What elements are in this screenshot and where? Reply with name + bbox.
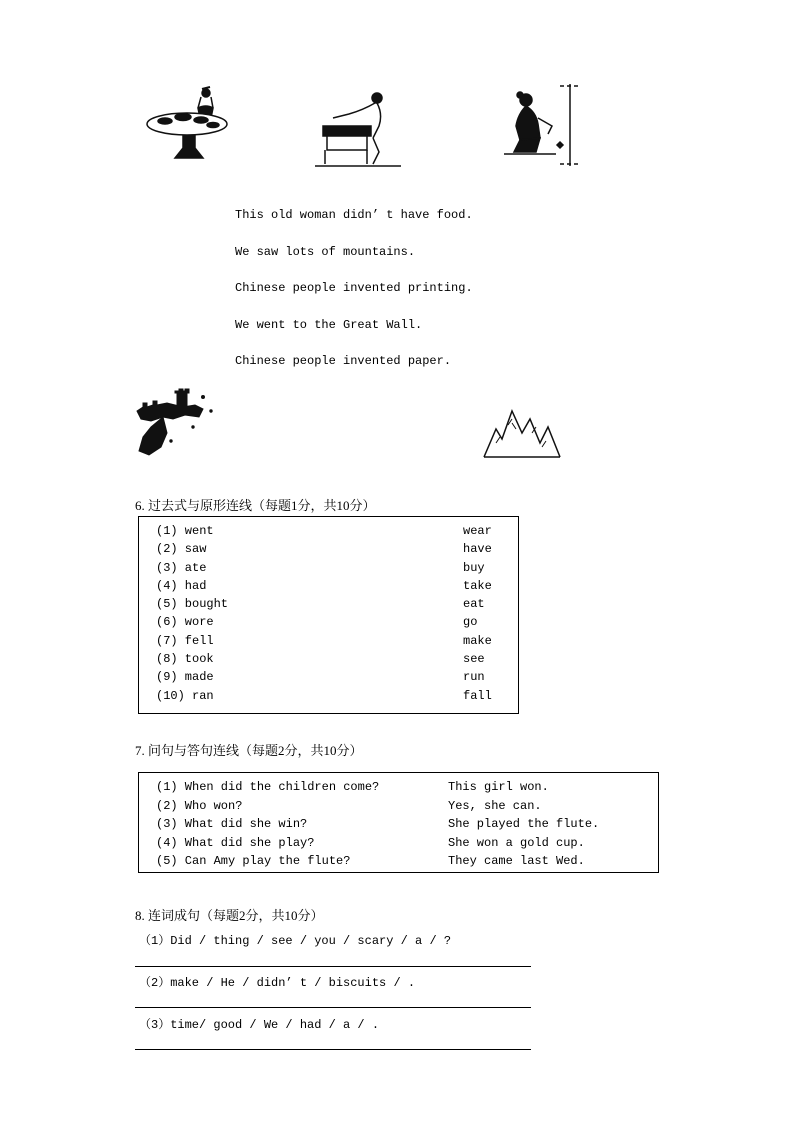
match-left-item: (10) ran: [156, 688, 214, 703]
match-left-item: (8) took: [156, 652, 214, 667]
sentence-line: We saw lots of mountains.: [235, 244, 416, 259]
section6-right-column: [463, 522, 492, 705]
match-right-item: have: [463, 542, 492, 557]
match-left-item: (5) bought: [156, 597, 229, 612]
match-left-item: (6) wore: [156, 615, 214, 630]
match-right-item: fall: [463, 688, 492, 703]
match-question-item: (4) What did she play?: [156, 835, 315, 850]
section7-matching-box: [138, 772, 659, 873]
match-question-item: (1) When did the children come?: [156, 780, 380, 794]
match-answer-item: They came last Wed.: [448, 854, 585, 868]
match-left-item: (1) went: [156, 524, 214, 538]
match-question-item: (2) Who won?: [156, 798, 243, 813]
match-left-item: (9) made: [156, 670, 214, 685]
match-left-item: (2) saw: [156, 542, 207, 557]
printing-press-illustration: [313, 90, 405, 168]
section6-left-column: [156, 522, 228, 705]
dining-table-illustration: [143, 84, 235, 172]
sentence-line: We went to the Great Wall.: [235, 317, 423, 332]
rearrange-item: （1）Did / thing / see / you / scary / a / ?: [139, 934, 452, 948]
match-right-item: see: [463, 652, 485, 667]
match-left-item: (7) fell: [156, 633, 214, 648]
match-left-item: (3) ate: [156, 560, 207, 575]
match-right-item: run: [463, 670, 485, 685]
mountains-illustration: [482, 399, 562, 462]
sentence-line: Chinese people invented paper.: [235, 354, 452, 368]
answer-blank-line: [135, 1049, 531, 1050]
sentence-line: Chinese people invented printing.: [235, 281, 473, 295]
match-answer-item: Yes, she can.: [448, 798, 542, 813]
section8-heading: 8. 连词成句（每题2分，共10分）: [135, 908, 324, 923]
section6-matching-box: [138, 516, 519, 714]
match-answer-item: She won a gold cup.: [448, 835, 585, 850]
rearrange-item: （3）time/ good / We / had / a / .: [139, 1018, 380, 1032]
match-right-item: take: [463, 578, 492, 593]
kneeling-woman-illustration: [496, 82, 584, 168]
match-right-item: wear: [463, 524, 492, 538]
match-answer-item: She played the flute.: [448, 817, 600, 831]
match-right-item: make: [463, 633, 492, 648]
rearrange-item: （2）make / He / didn’ t / biscuits / .: [139, 976, 416, 990]
match-answer-item: This girl won.: [448, 780, 549, 794]
section7-right-column: [448, 778, 599, 871]
answer-blank-line: [135, 1007, 531, 1008]
match-right-item: go: [463, 615, 478, 630]
match-right-item: eat: [463, 597, 485, 612]
section7-left-column: [156, 778, 379, 871]
match-right-item: buy: [463, 560, 485, 575]
sentence-line: This old woman didn’ t have food.: [235, 208, 473, 222]
match-question-item: (3) What did she win?: [156, 817, 308, 831]
match-left-item: (4) had: [156, 578, 207, 593]
great-wall-illustration: [133, 377, 221, 467]
section6-heading: 6. 过去式与原形连线（每题1分，共10分）: [135, 498, 376, 513]
section7-heading: 7. 问句与答句连线（每题2分，共10分）: [135, 743, 363, 758]
sentence-list: [235, 197, 473, 380]
answer-blank-line: [135, 966, 531, 967]
match-question-item: (5) Can Amy play the flute?: [156, 854, 351, 868]
